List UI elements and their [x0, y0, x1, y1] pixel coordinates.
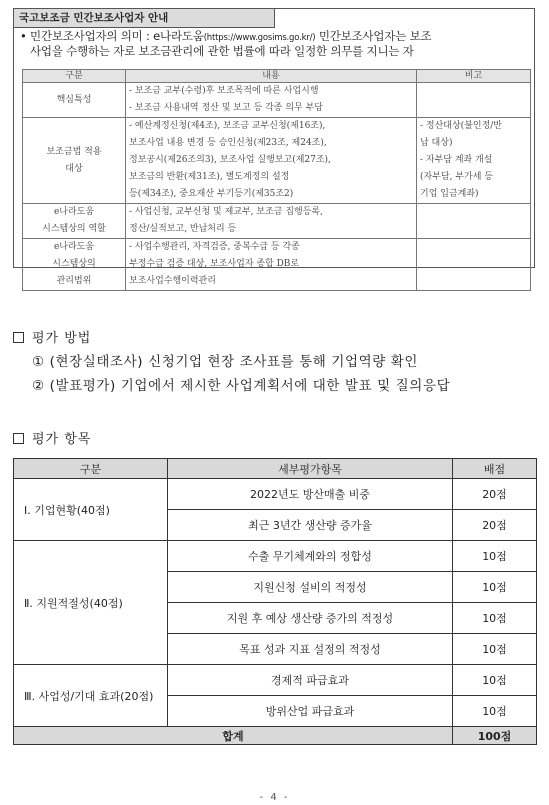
notice-cell-line: 기업 입금계좌) [420, 189, 479, 199]
eval-col-category: 구분 [14, 459, 168, 479]
notice-cell-line: 대상 [65, 163, 83, 174]
notice-category-cell [23, 118, 126, 204]
notice-content-cell [126, 239, 417, 291]
notice-cell-line: - 보조금 사용내역 정산 및 보고 등 각종 의무 부담 [129, 103, 323, 113]
notice-cell-line: 관리범위 [56, 276, 92, 286]
notice-note-cell [417, 239, 531, 291]
criteria-section-title [13, 432, 91, 448]
notice-cell-line: 보조사업 내용 변경 등 승인신청(제23조, 제24조), [129, 138, 327, 148]
notice-cell-line: - 정산대상(불인정/반 [420, 121, 502, 131]
eval-score-cell: 10점 [453, 696, 537, 727]
eval-category-cell: Ⅲ. 사업성/기대 효과(20점) [14, 665, 168, 727]
notice-col-content: 내용 [126, 70, 417, 83]
eval-score-cell: 20점 [453, 510, 537, 541]
notice-note-cell [417, 118, 531, 204]
notice-cell-line: - 예산계정신청(제4조), 보조금 교부신청(제16조), [129, 121, 326, 131]
eval-score-cell: 10점 [453, 572, 537, 603]
method-section-title [13, 331, 91, 347]
evaluation-table [13, 458, 537, 745]
notice-cell-line: 등(제34조), 중요재산 부기등기(제35조2) [129, 189, 294, 199]
method-title-text: 평가 방법 [32, 331, 92, 346]
notice-cell-line: e나라도움 [53, 242, 95, 252]
eval-score-cell: 10점 [453, 541, 537, 572]
eval-col-item: 세부평가항목 [168, 459, 453, 479]
notice-cell-line: (자부담, 부가세 등 [420, 172, 493, 182]
eval-item-cell: 지원 후 예상 생산량 증가의 적정성 [168, 603, 453, 634]
notice-cell-line: 부정수급 검증 대상, 보조사업자 종합 DB로 [129, 259, 300, 269]
notice-desc-line2: 사업을 수행하는 자로 보조금관리에 관한 법률에 따라 일정한 의무를 지니는 자 [30, 44, 414, 58]
eval-col-score: 배점 [453, 459, 537, 479]
table-row [14, 665, 537, 696]
notice-desc-part1: • 민간보조사업자의 의미 : e나라도움 [20, 29, 204, 43]
notice-table-row [23, 83, 531, 118]
eval-item-cell: 경제적 파급효과 [168, 665, 453, 696]
page-number: - 4 - [259, 792, 290, 803]
square-bullet-icon [13, 433, 24, 444]
notice-cell-line: 정보공시(제26조의3), 보조사업 실행보고(제27조), [129, 155, 331, 165]
notice-desc-part2: 민간보조사업자는 보조 [315, 29, 432, 43]
eval-category-cell: Ⅱ. 지원적절성(40점) [14, 541, 168, 665]
notice-table [22, 69, 531, 291]
notice-content-cell [126, 83, 417, 118]
eval-item-cell: 최근 3년간 생산량 증가율 [168, 510, 453, 541]
notice-content-cell [126, 118, 417, 204]
notice-cell-line: 보조사업수행이력관리 [129, 276, 216, 286]
notice-cell-line: 시스템상의 역할 [42, 224, 106, 234]
notice-cell-line: - 사업신청, 교부신청 및 제교부, 보조금 집행등록, [129, 207, 323, 217]
notice-cell-line: - 사업수행관리, 자격검증, 중복수급 등 각종 [129, 242, 300, 252]
table-row [14, 479, 537, 510]
notice-cell-line: 보조금법 적용 [46, 146, 102, 157]
table-row [14, 541, 537, 572]
eval-score-cell: 10점 [453, 603, 537, 634]
eval-item-cell: 목표 성과 지표 설정의 적정성 [168, 634, 453, 665]
eval-score-cell: 10점 [453, 634, 537, 665]
notice-table-row [23, 118, 531, 204]
notice-cell-line: e나라도움 [53, 207, 95, 217]
criteria-title-text: 평가 항목 [32, 432, 92, 447]
total-row [14, 727, 537, 745]
total-label: 합계 [14, 727, 453, 745]
square-bullet-icon [13, 332, 24, 343]
method-item: ① (현장실태조사) 신청기업 현장 조사표를 통해 기업역량 확인 [32, 354, 419, 370]
eval-score-cell: 20점 [453, 479, 537, 510]
notice-cell-line: 핵심특성 [56, 94, 92, 105]
eval-item-cell: 수출 무기체계와의 정합성 [168, 541, 453, 572]
method-item: ② (발표평가) 기업에서 제시한 사업계획서에 대한 발표 및 질의응답 [32, 378, 451, 394]
notice-cell-line: 정산/실적보고, 반납처리 등 [129, 224, 237, 234]
eval-category-cell: Ⅰ. 기업현황(40점) [14, 479, 168, 541]
notice-note-cell [417, 83, 531, 118]
eval-item-cell: 2022년도 방산매출 비중 [168, 479, 453, 510]
evaluation-table-header [14, 459, 537, 479]
notice-content-cell [126, 204, 417, 239]
total-score: 100점 [453, 727, 537, 745]
notice-table-header [23, 70, 531, 83]
notice-cell-line: 보조금의 반환(제31조), 별도계정의 설정 [129, 172, 290, 182]
eval-item-cell: 지원신청 설비의 적정성 [168, 572, 453, 603]
notice-col-note: 비고 [417, 70, 531, 83]
notice-cell-line: 시스템상의 [52, 259, 96, 269]
notice-cell-line: - 자부담 계좌 개설 [420, 155, 493, 165]
notice-table-row [23, 204, 531, 239]
notice-cell-line: 납 대상) [420, 138, 453, 148]
notice-note-cell [417, 204, 531, 239]
notice-url[interactable]: (https://www.gosims.go.kr/) [203, 33, 316, 43]
notice-category-cell [23, 83, 126, 118]
eval-score-cell: 10점 [453, 665, 537, 696]
notice-table-row [23, 239, 531, 291]
notice-col-category: 구분 [23, 70, 126, 83]
notice-description [20, 30, 530, 58]
notice-title: 국고보조금 민간보조사업자 안내 [13, 8, 275, 28]
notice-category-cell [23, 204, 126, 239]
notice-box [13, 8, 535, 286]
notice-cell-line: - 보조금 교부(수령)후 보조목적에 따른 사업시행 [129, 86, 319, 96]
eval-item-cell: 방위산업 파급효과 [168, 696, 453, 727]
notice-category-cell [23, 239, 126, 291]
